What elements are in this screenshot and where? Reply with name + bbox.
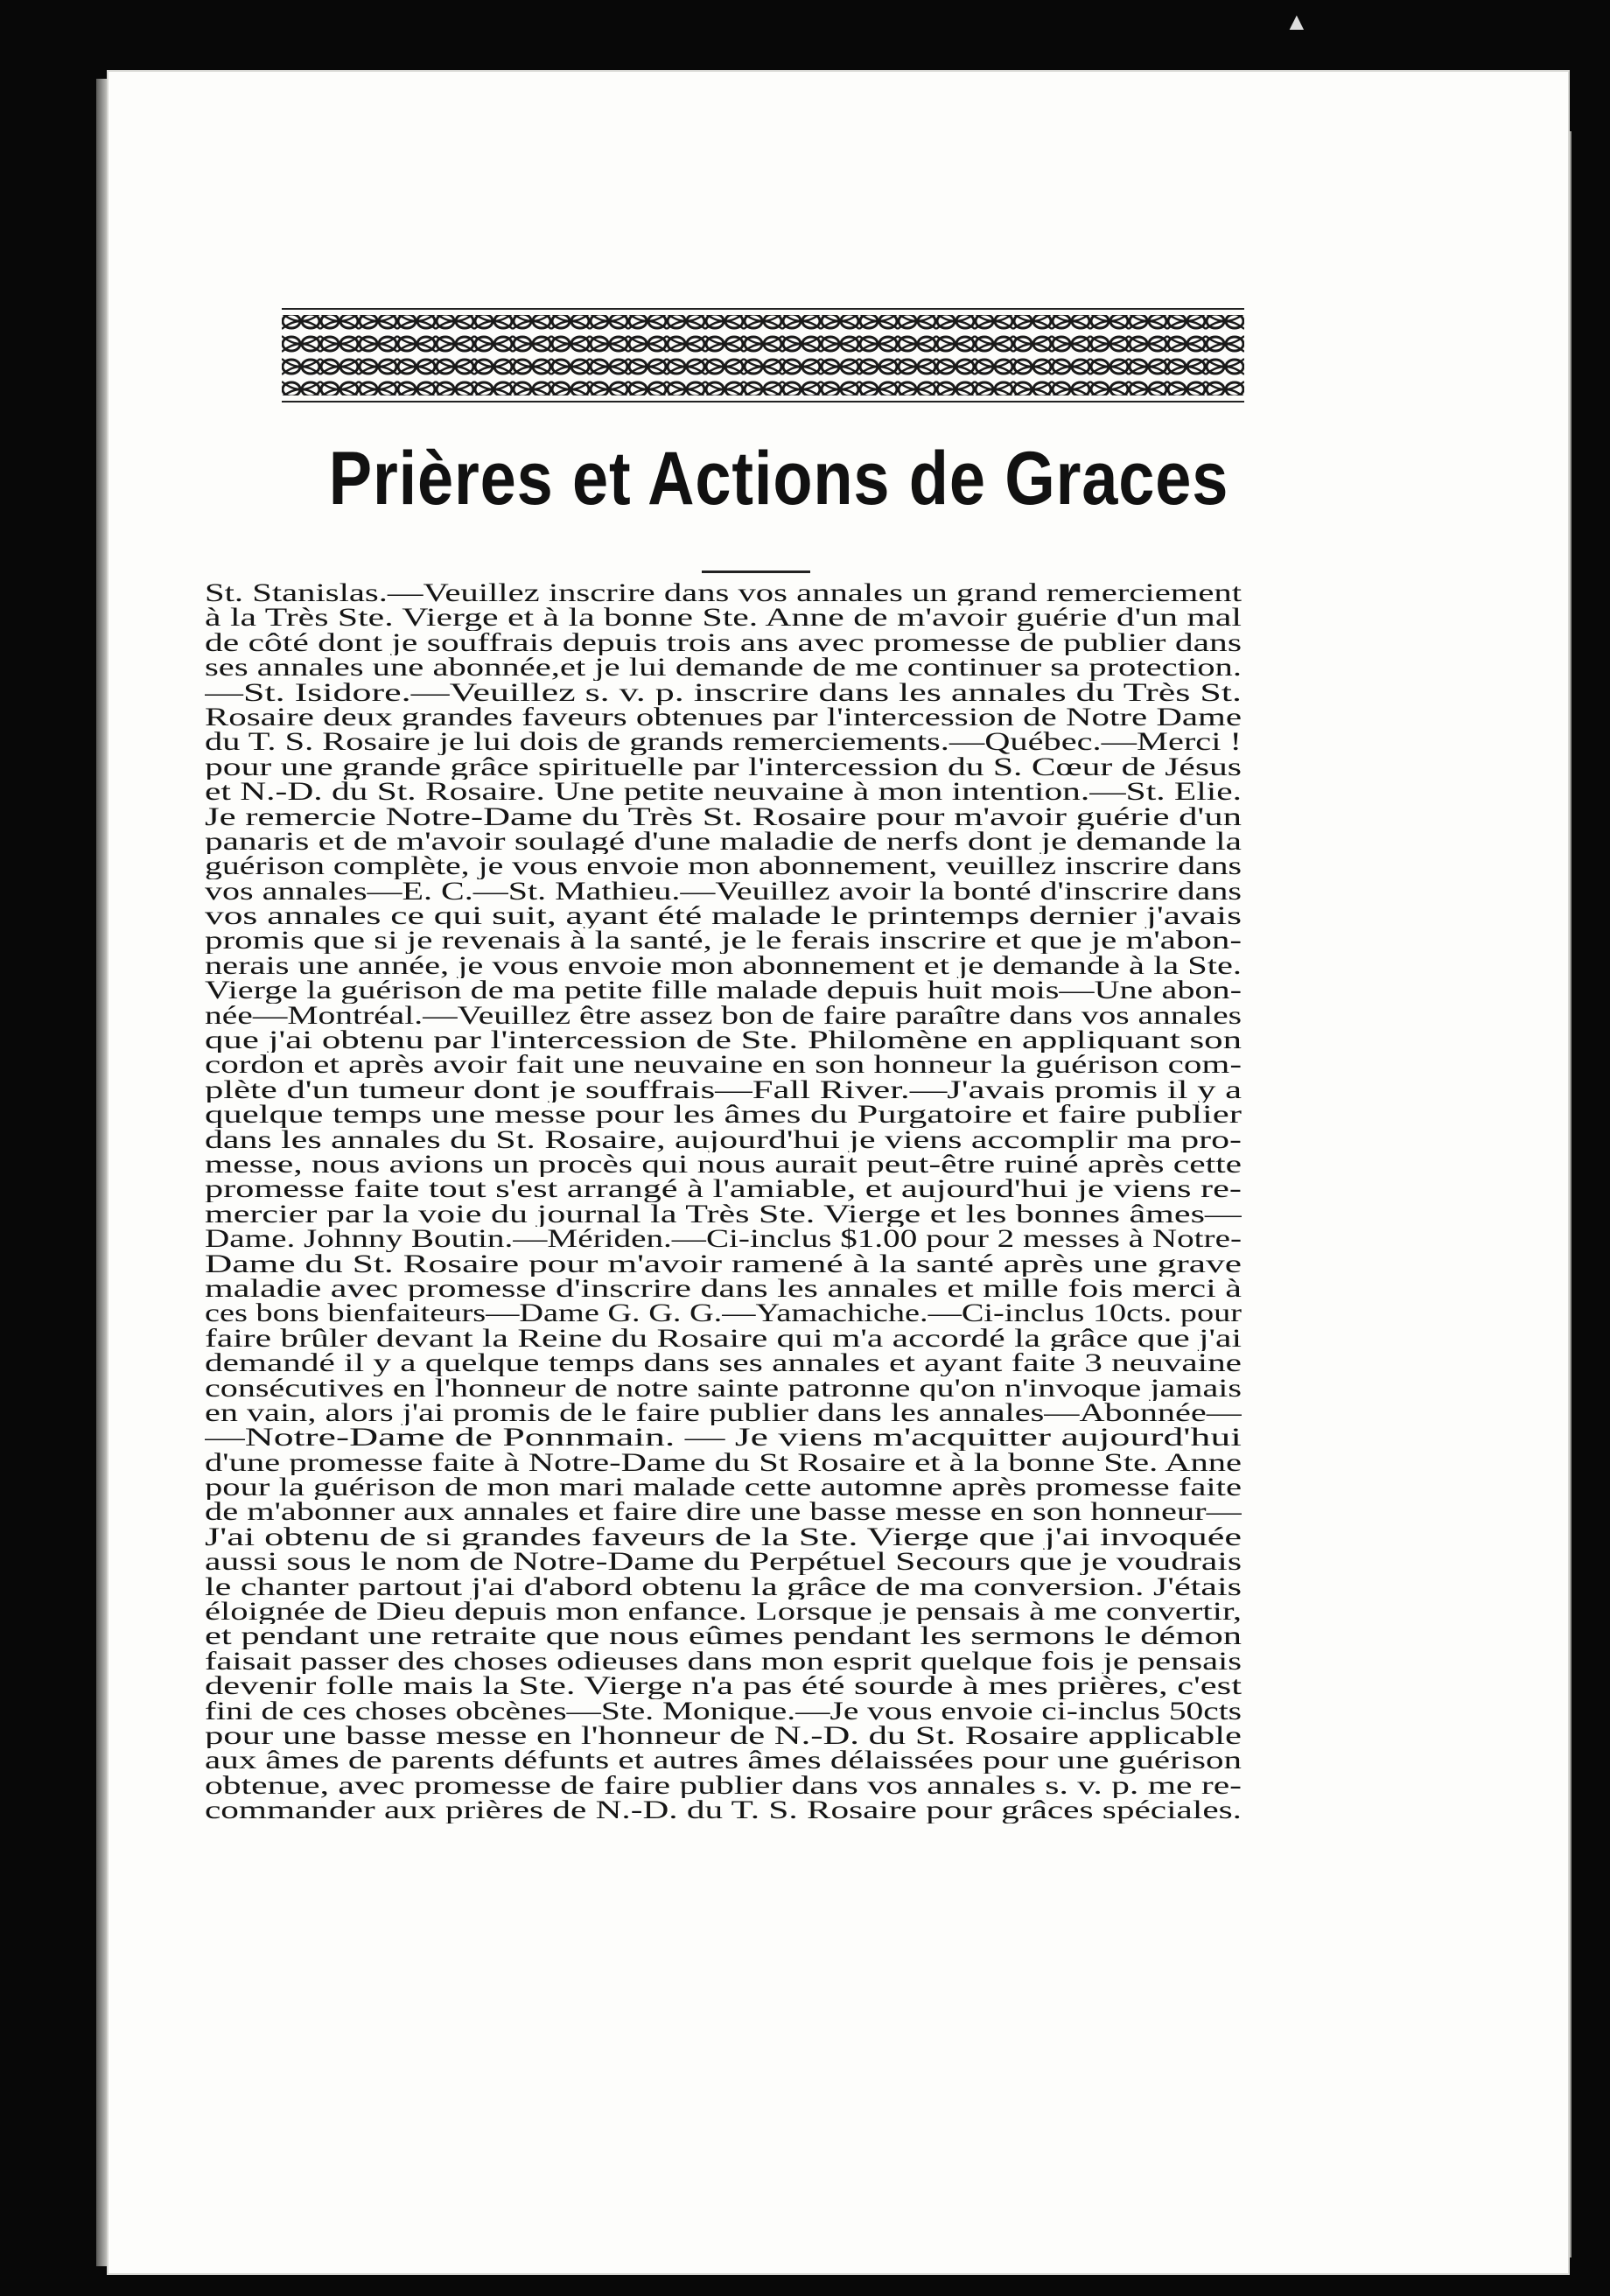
text-line: vos annales—E. C.—St. Mathieu.—Veuillez avoir la bonté d'inscrire dans <box>205 878 1242 905</box>
text-line: promesse faite tout s'est arrangé à l'amiable, et aujourd'hui je viens re- <box>205 1177 1242 1202</box>
text-line: nerais une année, je vous envoie mon abonnement et je demande à la Ste. <box>205 953 1242 979</box>
text-line: faire brûler devant la Reine du Rosaire qui m'a accordé la grâce que j'ai <box>205 1326 1242 1352</box>
text-line: née—Montréal.—Veuillez être assez bon de faire paraître dans vos annales <box>205 1003 1242 1029</box>
text-line: ces bons bienfaiteurs—Dame G. G. G.—Yamachiche.—Ci-inclus 10cts. pour <box>205 1301 1242 1326</box>
text-line: panaris et de m'avoir soulagé d'une maladie de nerfs dont je demande la <box>205 829 1242 855</box>
title-divider <box>702 570 810 573</box>
ornament-pattern-icon <box>282 310 1244 401</box>
text-line: aux âmes de parents défunts et autres âmes délaissées pour une guérison <box>205 1748 1242 1774</box>
text-line: fini de ces choses obcènes—Ste. Monique.—Je vous envoie ci-inclus 50cts <box>205 1698 1242 1724</box>
text-line: —St. Isidore.—Veuillez s. v. p. inscrire dans les annales du Très St. <box>205 680 1242 705</box>
decorative-header-ornament <box>282 308 1244 402</box>
text-line: que j'ai obtenu par l'intercession de Ste. Philomène en appliquant son <box>205 1028 1242 1054</box>
text-line: Je remercie Notre-Dame du Très St. Rosaire pour m'avoir guérie d'un <box>205 804 1242 830</box>
text-line: messe, nous avions un procès qui nous aurait peut-être ruiné après cette <box>205 1152 1242 1178</box>
text-line: plète d'un tumeur dont je souffrais—Fall River.—J'avais promis il y a <box>205 1077 1242 1103</box>
text-line: le chanter partout j'ai d'abord obtenu la grâce de ma conversion. J'étais <box>205 1574 1242 1600</box>
text-line: demandé il y a quelque temps dans ses annales et ayant faite 3 neuvaine <box>205 1351 1242 1376</box>
text-line: en vain, alors j'ai promis de le faire publier dans les annales—Abonnée— <box>205 1400 1242 1426</box>
text-line: du T. S. Rosaire je lui dois de grands remerciements.—Québec.—Merci ! <box>205 730 1242 755</box>
text-line: maladie avec promesse d'inscrire dans les annales et mille fois merci à <box>205 1276 1242 1302</box>
text-line: mercier par la voie du journal la Très Ste. Vierge et les bonnes âmes— <box>205 1201 1242 1228</box>
text-line: cordon et après avoir fait une neuvaine en son honneur la guérison com- <box>205 1053 1242 1078</box>
text-line: guérison complète, je vous envoie mon abonnement, veuillez inscrire dans <box>205 854 1242 879</box>
page-title: Prières et Actions de Graces <box>328 437 1229 521</box>
text-line: quelque temps une messe pour les âmes du Purgatoire et faire publier <box>205 1102 1242 1128</box>
text-line: Dame du St. Rosaire pour m'avoir ramené à la santé après une grave <box>205 1251 1242 1277</box>
text-line: faisait passer des choses odieuses dans mon esprit quelque fois je pensais <box>205 1648 1242 1675</box>
text-line: Rosaire deux grandes faveurs obtenues par l'intercession de Notre Dame <box>205 704 1242 731</box>
text-line: Dame. Johnny Boutin.—Mériden.—Ci-inclus $1.00 pour 2 messes à Notre- <box>205 1227 1242 1252</box>
text-line: —Notre-Dame de Ponnmain. — Je viens m'acquitter aujourd'hui <box>205 1425 1242 1451</box>
text-line: vos annales ce qui suit, ayant été malade le printemps dernier j'avais <box>205 904 1242 929</box>
scanner-mark-icon: ▲ <box>1284 9 1309 36</box>
text-line: St. Stanislas.—Veuillez inscrire dans vos annales un grand remerciement <box>205 581 1242 606</box>
text-line: pour une basse messe en l'honneur de N.-D. du St. Rosaire applicable <box>205 1723 1242 1749</box>
text-line: d'une promesse faite à Notre-Dame du St Rosaire et à la bonne Ste. Anne <box>205 1450 1242 1476</box>
text-line: aussi sous le nom de Notre-Dame du Perpétuel Secours que je voudrais <box>205 1550 1242 1575</box>
text-line: Vierge la guérison de ma petite fille malade depuis huit mois—Une abon- <box>205 978 1242 1004</box>
text-line: consécutives en l'honneur de notre sainte patronne qu'on n'invoque jamais <box>205 1376 1242 1401</box>
text-line: et pendant une retraite que nous eûmes pendant les sermons le démon <box>205 1624 1242 1649</box>
text-line: de m'abonner aux annales et faire dire une basse messe en son honneur— <box>205 1500 1242 1525</box>
text-line: commander aux prières de N.-D. du T. S. Rosaire pour grâces spéciales. <box>205 1798 1242 1824</box>
text-line: éloignée de Dieu depuis mon enfance. Lorsque je pensais à me convertir, <box>205 1600 1242 1625</box>
text-line: à la Très Ste. Vierge et à la bonne Ste. Anne de m'avoir guérie d'un mal <box>205 606 1242 631</box>
text-line: J'ai obtenu de si grandes faveurs de la Ste. Vierge que j'ai invoquée <box>205 1524 1242 1550</box>
text-line: devenir folle mais la Ste. Vierge n'a pas été sourde à mes prières, c'est <box>205 1674 1242 1699</box>
text-line: promis que si je revenais à la santé, je le ferais inscrire et que je m'abon- <box>205 928 1242 954</box>
text-line: dans les annales du St. Rosaire, aujourd'hui je viens accomplir ma pro- <box>205 1127 1242 1152</box>
text-line: pour une grande grâce spirituelle par l'intercession du S. Cœur de Jésus <box>205 754 1242 780</box>
text-line: pour la guérison de mon mari malade cette automne après promesse faite <box>205 1475 1242 1501</box>
text-line: de côté dont je souffrais depuis trois ans avec promesse de publier dans <box>205 630 1242 656</box>
text-line: obtenue, avec promesse de faire publier dans vos annales s. v. p. me re- <box>205 1773 1242 1799</box>
text-line: et N.-D. du St. Rosaire. Une petite neuvaine à mon intention.—St. Elie. <box>205 780 1242 805</box>
article-body <box>205 581 1242 1824</box>
text-line: ses annales une abonnée,et je lui demande de me continuer sa protection. <box>205 655 1242 681</box>
